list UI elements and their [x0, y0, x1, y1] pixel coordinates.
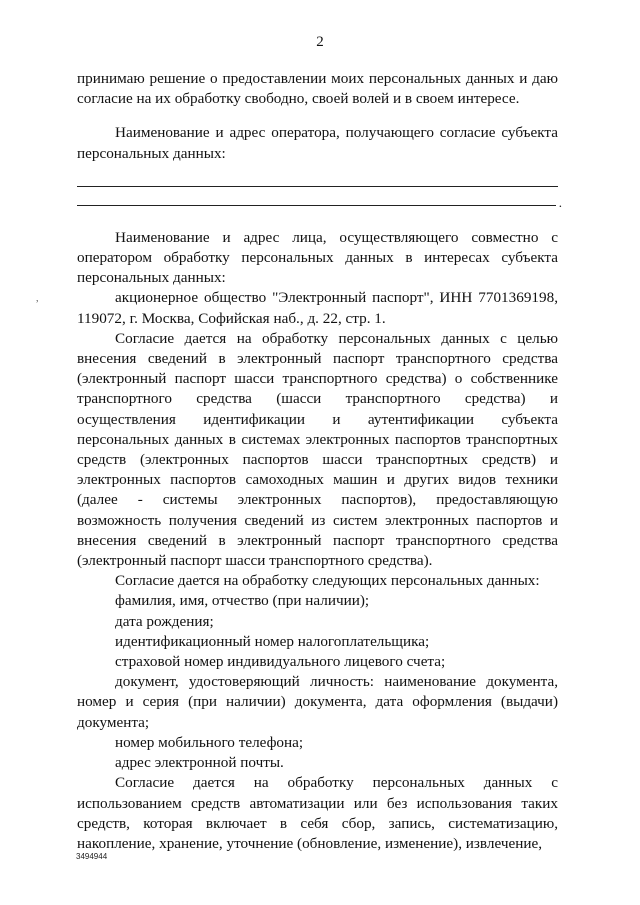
operator-field-line-2[interactable] — [77, 205, 556, 206]
document-body — [77, 69, 562, 854]
list-item-birth-date: дата рождения; — [115, 612, 214, 630]
list-item-identity-document: документ, удостоверяющий личность: наименование документа, номер и серия (при наличии) документа, дата оформления (выдачи) документа; — [77, 673, 558, 731]
list-item-snils: страховой номер индивидуального лицевого счета; — [115, 653, 446, 671]
paragraph-consent-decision: принимаю решение о предоставлении моих персональных данных и даю согласие на их обработку свободно, своей волей и в своем интересе. — [77, 70, 558, 108]
list-item-email: адрес электронной почты. — [115, 754, 284, 772]
margin-mark: , — [36, 293, 39, 304]
paragraph-joint-operator: акционерное общество "Электронный паспорт", ИНН 7701369198, 119072, г. Москва, Софийская наб., д. 22, стр. 1. — [77, 289, 558, 327]
paragraph-operator-heading: Наименование и адрес оператора, получающего согласие субъекта персональных данных: — [77, 124, 558, 162]
paragraph-processing-methods: Согласие дается на обработку персональных данных с использованием средств автоматизации или без использования таких средств, которая включает в себя сбор, запись, систематизацию, накопление, хранение, уточнение (обновление, изменение), извлечение, — [77, 774, 558, 852]
paragraph-data-list-heading: Согласие дается на обработку следующих персональных данных: — [115, 572, 540, 590]
paragraph-purpose: Согласие дается на обработку персональных данных с целью внесения сведений в электронный паспорт транспортного средства (электронный паспорт шасси транспортного средства) о собственнике транспортного средства (шасси транспортного средства) и осуществления идентификации и аутентификации субъекта персональных данных в системах электронных паспортов транспортных средств (электронных паспортов шасси транспортных средств) и электронных паспортов самоходных машин и других видов техники (далее - системы электронных паспортов), предоставляющую возможность получения сведений из систем электронных паспортов и внесения сведений в электронный паспорт транспортного средства (электронный паспорт шасси транспортного средства). — [77, 329, 558, 570]
list-item-inn: идентификационный номер налогоплательщика; — [115, 632, 430, 650]
list-item-mobile-phone: номер мобильного телефона; — [115, 733, 304, 751]
operator-field-line-1[interactable] — [77, 186, 558, 187]
footer-document-code: 3494944 — [76, 852, 108, 861]
list-item-full-name: фамилия, имя, отчество (при наличии); — [115, 592, 370, 610]
field-line-period: . — [558, 194, 562, 210]
paragraph-joint-operator-heading: Наименование и адрес лица, осуществляющего совместно с оператором обработку персональных данных в интересах субъекта персональных данных: — [77, 228, 558, 287]
page-number: 2 — [316, 34, 324, 50]
